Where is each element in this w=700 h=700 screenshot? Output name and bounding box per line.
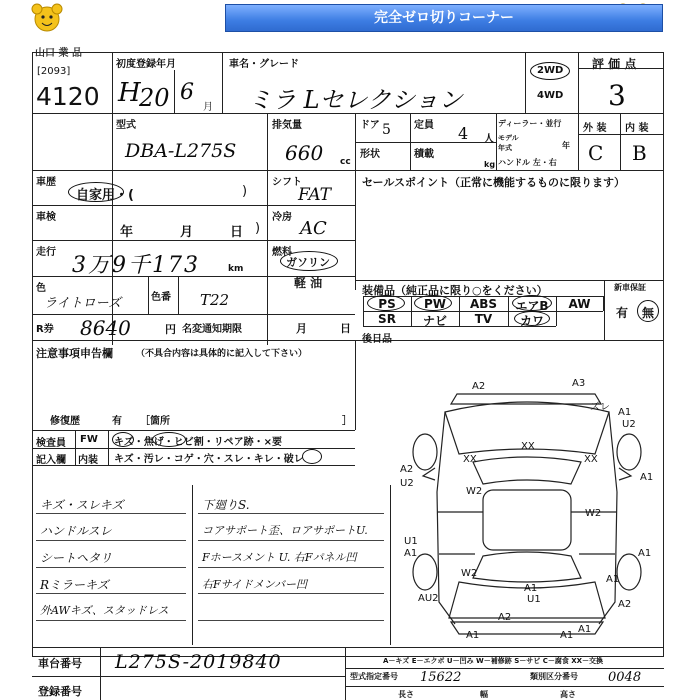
warranty-label: 新車保証: [614, 283, 646, 292]
fuel-diesel: 軽 油: [294, 276, 323, 290]
remark-right-2: コアサポート歪、ロアサポートU.: [202, 524, 368, 537]
inspection-month: 月: [180, 225, 194, 240]
selling-points-label: セールスポイント（正常に機能するものに限ります）: [362, 176, 626, 189]
equipment-label: 装備品（純正品に限り○をください）: [362, 284, 548, 297]
fuel-gas: ガソリン: [286, 256, 330, 269]
first-reg-era: H: [118, 78, 141, 108]
capacity-label: 定員: [414, 120, 434, 131]
inspector-line1: キズ・焦げ・ヒビ割・リペア跡・×要: [114, 437, 282, 448]
shift-value: FAT: [298, 185, 332, 205]
top-partial-label: 山口 業 品: [35, 48, 82, 59]
diagram-mark: A1: [560, 630, 574, 641]
equip-leather: カワ: [519, 314, 544, 328]
displacement-label: 排気量: [272, 120, 302, 131]
mascot-left-icon: [28, 3, 66, 33]
diagram-mark: A1: [404, 548, 418, 559]
repair-mark: ［箇所: [140, 416, 170, 427]
name-change-month: 月: [296, 322, 307, 335]
recycle-value: 8640: [80, 316, 131, 340]
equip-aw: AW: [568, 297, 591, 311]
diagram-mark: A2: [400, 464, 414, 475]
diagram-mark: U1: [404, 536, 418, 547]
type-value: 15622: [420, 670, 462, 685]
fuel-label: 燃料: [272, 247, 292, 258]
remark-left-3: シートヘタリ: [40, 551, 113, 565]
mileage-value: 3万9千173: [72, 253, 200, 278]
interior-value: B: [632, 141, 647, 165]
doors-value: 5: [382, 122, 391, 138]
notes-label: 注意事項申告欄: [36, 347, 113, 360]
load-label: 積載: [414, 149, 434, 160]
equip-airbag: エアB: [515, 299, 549, 313]
car-name-value: ミラ Lセレクション: [248, 86, 463, 114]
drive-4wd: 4WD: [537, 90, 564, 101]
recycle-unit: 円: [165, 323, 176, 336]
diagram-mark: XX: [521, 441, 535, 452]
aircon-label: 冷房: [272, 212, 292, 223]
remark-left-5: 外AWキズ、スタッドレス: [40, 604, 169, 617]
displacement-unit: cc: [340, 157, 351, 167]
diagram-mark: XX: [463, 454, 477, 465]
diagram-mark: U1: [527, 594, 541, 605]
remark-right-3: Fホースメント U. 右Fパネル凹: [202, 551, 357, 564]
diagram-mark: A3: [572, 378, 586, 389]
width-label: 幅: [480, 690, 488, 699]
usage-value: 自家用・(: [76, 188, 134, 203]
diagram-mark: A1: [606, 574, 620, 585]
diagram-mark: ズレ: [590, 402, 610, 413]
first-reg-month: 6: [180, 80, 194, 105]
equip-navi: ナビ: [422, 314, 447, 328]
plate-label: 登録番号: [38, 685, 82, 698]
diagram-mark: A2: [498, 612, 512, 623]
diagram-mark: A1: [466, 630, 480, 641]
capacity-unit: 人: [484, 134, 494, 145]
repair-label: 修復歴: [50, 416, 80, 427]
diagram-mark: A1: [618, 407, 632, 418]
diagram-mark: AU2: [418, 593, 439, 604]
color-value: ライトローズ: [44, 296, 121, 311]
score-value: 3: [608, 79, 626, 112]
inspector-label: 検査員: [36, 438, 66, 449]
diagram-mark: W2: [466, 486, 483, 497]
inspection-day: 日: [230, 225, 244, 240]
interior-label: 内 装: [625, 123, 649, 134]
color-code-label: 色番: [151, 292, 171, 303]
lot-code: [2093]: [37, 66, 71, 77]
name-change-label: 名変通知期限: [182, 324, 242, 335]
diagram-mark: U2: [400, 478, 414, 489]
remark-right-1: 下廻りS.: [202, 498, 250, 512]
first-reg-year: 20: [139, 84, 170, 112]
rear-seat-label: 後日品: [362, 334, 392, 345]
inspection-close: ): [255, 221, 261, 236]
recycle-label: R券: [36, 324, 54, 335]
mileage-label: 走行: [36, 247, 56, 258]
inspection-label: 車検: [36, 212, 56, 223]
repair-value: 有: [112, 416, 122, 427]
equip-abs: ABS: [469, 297, 498, 311]
diagram-mark: U2: [622, 419, 636, 430]
model-year-unit: 年: [562, 141, 570, 150]
shift-label: シフト: [272, 177, 302, 188]
chassis-value: L275S-2019840: [115, 651, 282, 673]
diagram-mark: XX: [584, 454, 598, 465]
color-code-value: T22: [200, 291, 230, 309]
model-label: 型式: [116, 120, 136, 131]
diagram-mark: W2: [585, 508, 602, 519]
usage-label: 車歴: [36, 177, 56, 188]
equip-pw: PW: [423, 297, 447, 311]
displacement-value: 660: [285, 141, 324, 165]
handle-label: ハンドル 左・右: [498, 158, 557, 167]
dealer-label: ディーラー・並行: [498, 119, 562, 128]
warranty-yes: 有: [616, 306, 629, 320]
diagram-mark: A2: [472, 381, 486, 392]
diagram-mark: A1: [578, 624, 592, 635]
legend-text: A－キズ E－エクボ U－凹み W－補修跡 S－サビ C－腐食 XX－交換: [383, 657, 604, 665]
color-label: 色: [36, 283, 46, 294]
aircon-value: AC: [300, 218, 327, 239]
car-name-label: 車名・グレード: [229, 59, 299, 70]
class-label: 類別区分番号: [530, 672, 578, 681]
inspection-year: 年: [120, 225, 134, 240]
usage-close: ): [242, 184, 248, 199]
name-change-day: 日: [340, 322, 351, 335]
height-label: 高さ: [560, 690, 576, 699]
mileage-unit: km: [228, 264, 244, 274]
length-label: 長さ: [398, 690, 414, 699]
diagram-mark: A1: [638, 548, 652, 559]
warranty-no: 無: [642, 306, 655, 320]
diagram-mark: W2: [461, 568, 478, 579]
repair-close: ］: [342, 416, 352, 427]
shape-label: 形状: [360, 149, 380, 160]
inspector-line2: キズ・汚レ・コゲ・穴・スレ・キレ・破レ: [114, 454, 304, 465]
notes-sub: （不具合内容は具体的に記入して下さい）: [136, 349, 308, 359]
load-unit: kg: [484, 160, 496, 169]
exterior-label: 外 装: [583, 123, 607, 134]
inspector-entry-label: 記入欄: [36, 455, 66, 466]
inspector-fw: FW: [80, 434, 98, 445]
diagram-mark: A2: [618, 599, 632, 610]
diagram-mark: A1: [524, 583, 538, 594]
chassis-label: 車台番号: [38, 657, 82, 670]
equip-tv: TV: [474, 312, 493, 326]
remark-left-1: キズ・スレキズ: [40, 498, 124, 512]
diagram-mark: A1: [640, 472, 654, 483]
equip-ps: PS: [378, 297, 396, 311]
type-label: 型式指定番号: [350, 672, 398, 681]
first-reg-month-unit: 月: [203, 102, 213, 113]
remark-right-4: 右Fサイドメンバー凹: [202, 578, 307, 591]
inspector-inner: 内装: [78, 455, 98, 466]
class-value: 0048: [608, 670, 642, 685]
score-label: 評 価 点: [592, 57, 637, 71]
model-year-label: モデル年式: [498, 134, 519, 152]
model-value: DBA-L275S: [125, 140, 237, 162]
equip-sr: SR: [378, 312, 396, 326]
capacity-value: 4: [458, 124, 469, 143]
exterior-value: C: [588, 141, 604, 165]
drive-2wd: 2WD: [537, 65, 564, 76]
header-banner: 完全ゼロ切りコーナー: [225, 4, 663, 32]
remark-left-4: Rミラーキズ: [40, 578, 109, 592]
doors-label: ドア: [360, 120, 380, 131]
remark-left-2: ハンドルスレ: [40, 524, 112, 538]
lot-number: 4120: [36, 82, 100, 111]
first-reg-label: 初度登録年月: [116, 59, 176, 70]
